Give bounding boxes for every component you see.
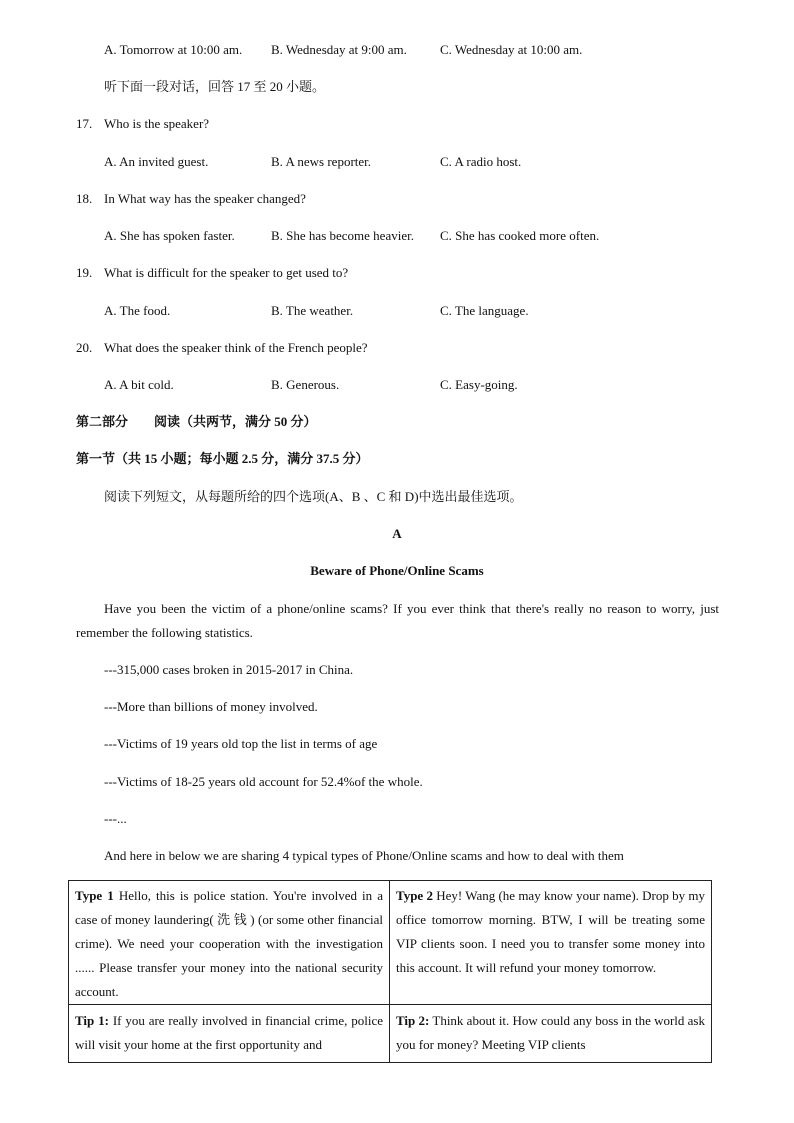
q16-option-b: B. Wednesday at 9:00 am. xyxy=(271,42,407,57)
question-text: In What way has the speaker changed? xyxy=(104,191,306,206)
option-a: A. She has spoken faster. xyxy=(104,228,235,243)
stat-line: ---... xyxy=(104,811,127,826)
passage-intro xyxy=(76,597,719,645)
question-number: 17. xyxy=(76,116,93,131)
listening-instruction: 听下面一段对话，回答 17 至 20 小题。 xyxy=(104,79,326,94)
passage-lead: And here in below we are sharing 4 typical types of Phone/Online scams and how to deal with them xyxy=(104,848,624,863)
stat-line: ---315,000 cases broken in 2015-2017 in China. xyxy=(104,662,354,677)
question-number: 18. xyxy=(76,191,93,206)
question-text: Who is the speaker? xyxy=(104,116,210,131)
tip2-text: Think about it. How could any boss in the world ask you for money? Meeting VIP clients xyxy=(396,1013,705,1052)
option-b: B. She has become heavier. xyxy=(271,228,414,243)
reading-instruction: 阅读下列短文，从每题所给的四个选项(A、B 、C 和 D)中选出最佳选项。 xyxy=(104,489,523,504)
stat-line: ---Victims of 19 years old top the list in terms of age xyxy=(104,736,378,751)
tip1-text: If you are really involved in financial crime, police will visit your home at the first opportunity and xyxy=(75,1013,383,1052)
type1-cell xyxy=(69,881,390,1005)
passage-intro-text: Have you been the victim of a phone/online scams? If you ever think that there's really no reason to worry, just remember the following statistics. xyxy=(76,601,719,640)
option-c: C. Easy-going. xyxy=(440,377,518,392)
type2-text: Hey! Wang (he may know your name). Drop by my office tomorrow morning. BTW, I will be treating some VIP clients soon. I need you to transfer some money into this account. It will refund your money tomorrow. xyxy=(396,888,705,975)
type1-label: Type 1 xyxy=(75,888,114,903)
q16-option-a: A. Tomorrow at 10:00 am. xyxy=(104,42,243,57)
scam-types-table xyxy=(68,880,712,1064)
stat-line: ---Victims of 18-25 years old account for 52.4%of the whole. xyxy=(104,774,423,789)
option-a: A. The food. xyxy=(104,303,171,318)
type2-cell xyxy=(390,881,712,1005)
option-c: C. A radio host. xyxy=(440,154,522,169)
table-bottom-border xyxy=(68,1062,712,1063)
option-b: B. Generous. xyxy=(271,377,340,392)
option-c: C. The language. xyxy=(440,303,529,318)
q16-option-c: C. Wednesday at 10:00 am. xyxy=(440,42,583,57)
page-bottom-mask xyxy=(68,1062,728,1123)
option-b: B. The weather. xyxy=(271,303,354,318)
question-number: 20. xyxy=(76,340,93,355)
tip2-label: Tip 2: xyxy=(396,1013,430,1028)
question-number: 19. xyxy=(76,265,93,280)
option-b: B. A news reporter. xyxy=(271,154,372,169)
question-text: What is difficult for the speaker to get used to? xyxy=(104,265,349,280)
passage-title: Beware of Phone/Online Scams xyxy=(310,563,484,578)
type1-text: Hello, this is police station. You're involved in a case of money laundering( 洗 钱 ) (or some other financial crime). We need your cooperation with the investigation ...... Please transfer your money into the national security account. xyxy=(75,888,383,999)
part2-heading: 第二部分 阅读（共两节，满分 50 分） xyxy=(76,414,317,429)
option-a: A. An invited guest. xyxy=(104,154,209,169)
passage-letter: A xyxy=(392,526,402,541)
option-c: C. She has cooked more often. xyxy=(440,228,600,243)
section1-heading: 第一节（共 15 小题；每小题 2.5 分，满分 37.5 分） xyxy=(76,451,369,466)
tip2-cell xyxy=(390,1005,712,1064)
question-text: What does the speaker think of the French people? xyxy=(104,340,368,355)
tip1-cell xyxy=(69,1005,390,1064)
tip1-label: Tip 1: xyxy=(75,1013,109,1028)
stat-line: ---More than billions of money involved. xyxy=(104,699,318,714)
type2-label: Type 2 xyxy=(396,888,433,903)
option-a: A. A bit cold. xyxy=(104,377,174,392)
